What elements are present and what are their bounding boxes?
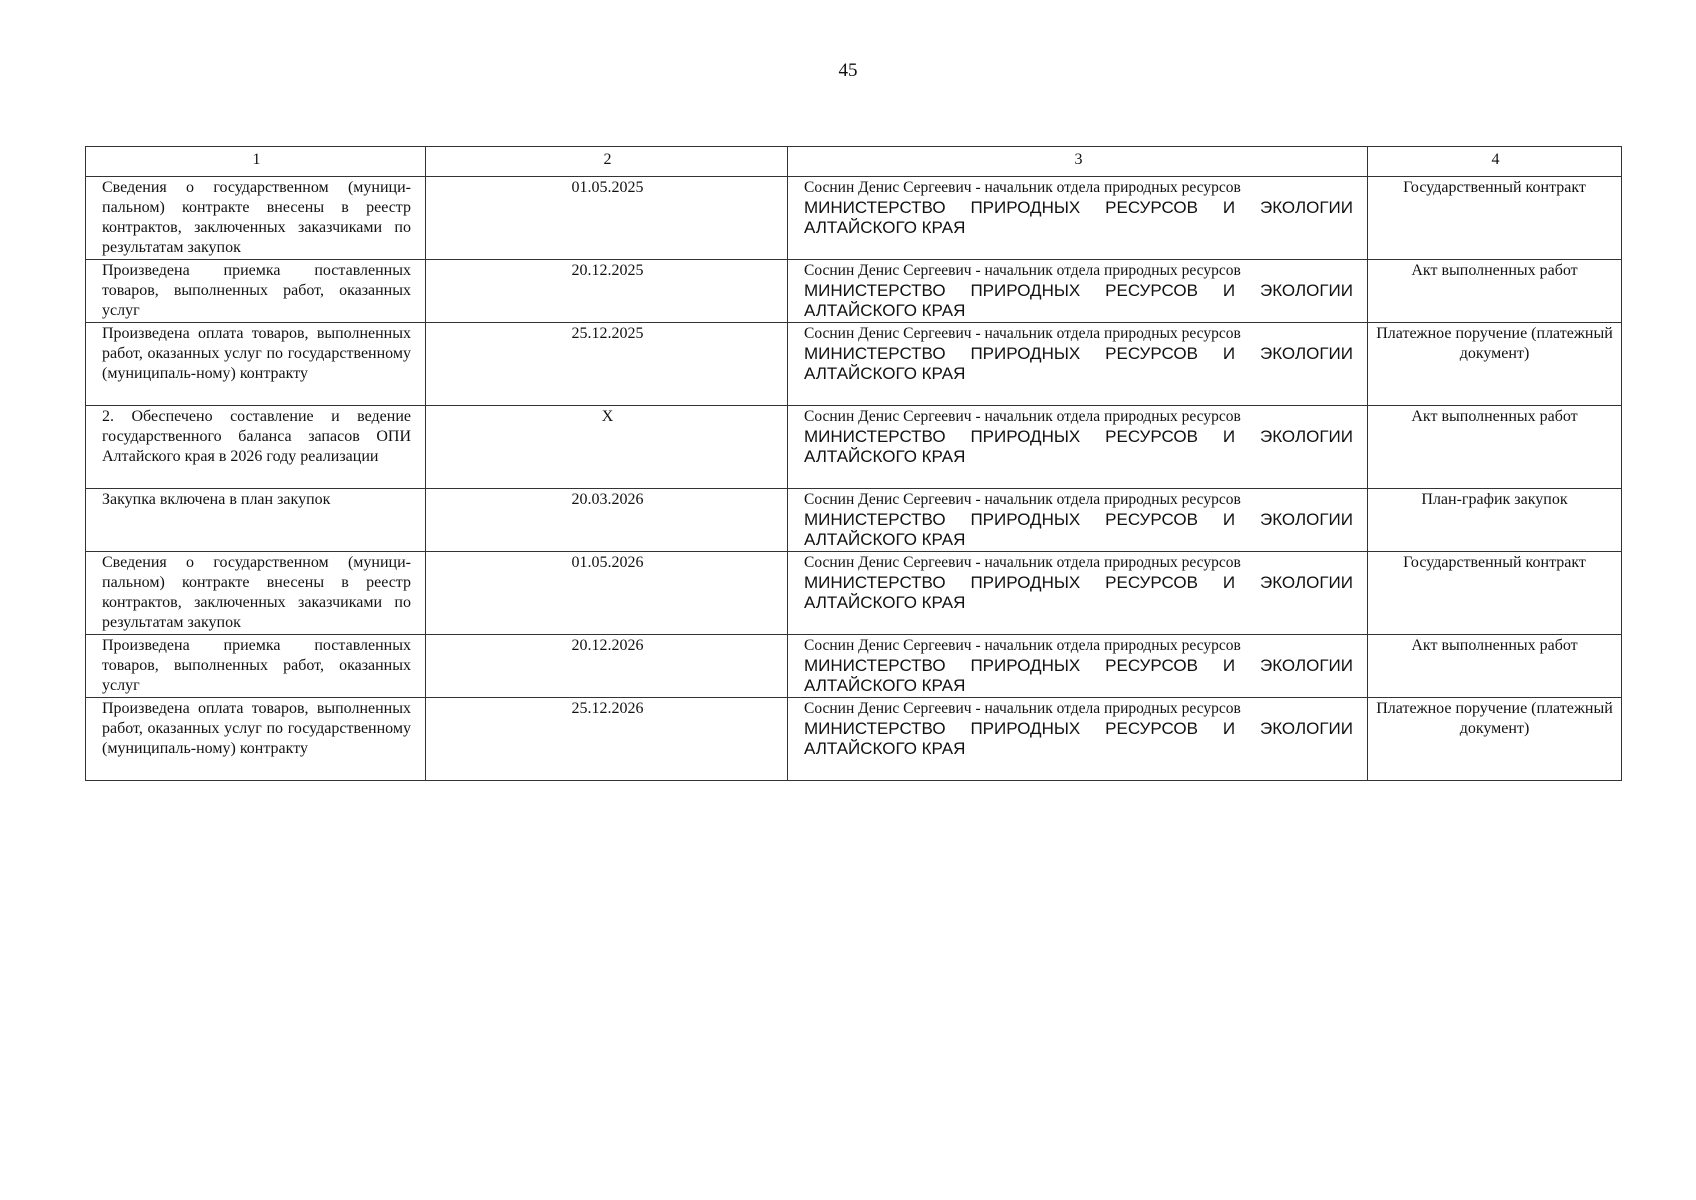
column-header-4: 4 [1368,147,1622,177]
date-cell: 01.05.2026 [426,552,788,635]
responsible-person: Соснин Денис Сергеевич - начальник отдела природных ресурсов [804,408,1241,425]
table-row [86,635,1622,698]
event-cell: Произведена оплата товаров, выполненных работ, оказанных услуг по государственному (муниципаль-ному) контракту [86,698,426,781]
responsible-person: Соснин Денис Сергеевич - начальник отдела природных ресурсов [804,491,1241,508]
date-cell: 20.12.2026 [426,635,788,698]
date-cell: 25.12.2025 [426,323,788,406]
plan-table [85,146,1622,781]
event-cell: Произведена приемка поставленных товаров, выполненных работ, оказанных услуг [86,260,426,323]
responsible-person: Соснин Денис Сергеевич - начальник отдела природных ресурсов [804,700,1241,717]
column-header-3: 3 [788,147,1368,177]
page-number: 45 [838,60,858,81]
responsible-org: МИНИСТЕРСТВО ПРИРОДНЫХ РЕСУРСОВ И ЭКОЛОГИИ АЛТАЙСКОГО КРАЯ [804,198,1353,237]
date-cell: 01.05.2025 [426,177,788,260]
responsible-cell [788,260,1368,323]
result-cell: План-график закупок [1368,489,1622,552]
responsible-cell [788,552,1368,635]
date-cell: 20.03.2026 [426,489,788,552]
result-cell: Акт выполненных работ [1368,260,1622,323]
table-row [86,260,1622,323]
result-cell: Платежное поручение (платежный документ) [1368,698,1622,781]
table-row [86,552,1622,635]
responsible-person: Соснин Денис Сергеевич - начальник отдела природных ресурсов [804,179,1241,196]
header-row [86,147,1622,177]
event-cell: Сведения о государственном (муници-пальном) контракте внесены в реестр контрактов, заключенных заказчиками по результатам закупок [86,552,426,635]
responsible-cell [788,406,1368,489]
table-row [86,406,1622,489]
result-cell: Государственный контракт [1368,552,1622,635]
table-row [86,489,1622,552]
date-cell: 20.12.2025 [426,260,788,323]
responsible-person: Соснин Денис Сергеевич - начальник отдела природных ресурсов [804,554,1241,571]
responsible-person: Соснин Денис Сергеевич - начальник отдела природных ресурсов [804,325,1241,342]
responsible-org: МИНИСТЕРСТВО ПРИРОДНЫХ РЕСУРСОВ И ЭКОЛОГИИ АЛТАЙСКОГО КРАЯ [804,573,1353,612]
responsible-cell [788,698,1368,781]
date-cell: 25.12.2026 [426,698,788,781]
responsible-person: Соснин Денис Сергеевич - начальник отдела природных ресурсов [804,262,1241,279]
event-cell: Произведена оплата товаров, выполненных работ, оказанных услуг по государственному (муниципаль-ному) контракту [86,323,426,406]
result-cell: Платежное поручение (платежный документ) [1368,323,1622,406]
responsible-cell [788,177,1368,260]
responsible-org: МИНИСТЕРСТВО ПРИРОДНЫХ РЕСУРСОВ И ЭКОЛОГИИ АЛТАЙСКОГО КРАЯ [804,510,1353,549]
table-row [86,177,1622,260]
event-cell: Произведена приемка поставленных товаров, выполненных работ, оказанных услуг [86,635,426,698]
column-header-1: 1 [86,147,426,177]
date-cell: X [426,406,788,489]
responsible-org: МИНИСТЕРСТВО ПРИРОДНЫХ РЕСУРСОВ И ЭКОЛОГИИ АЛТАЙСКОГО КРАЯ [804,656,1353,695]
column-header-2: 2 [426,147,788,177]
responsible-org: МИНИСТЕРСТВО ПРИРОДНЫХ РЕСУРСОВ И ЭКОЛОГИИ АЛТАЙСКОГО КРАЯ [804,427,1353,466]
event-cell: 2. Обеспечено составление и ведение государственного баланса запасов ОПИ Алтайского края в 2026 году реализации [86,406,426,489]
table-row [86,323,1622,406]
event-cell: Сведения о государственном (муници-пальном) контракте внесены в реестр контрактов, заключенных заказчиками по результатам закупок [86,177,426,260]
responsible-cell [788,323,1368,406]
responsible-org: МИНИСТЕРСТВО ПРИРОДНЫХ РЕСУРСОВ И ЭКОЛОГИИ АЛТАЙСКОГО КРАЯ [804,344,1353,383]
result-cell: Государственный контракт [1368,177,1622,260]
responsible-cell [788,635,1368,698]
table-row [86,698,1622,781]
responsible-org: МИНИСТЕРСТВО ПРИРОДНЫХ РЕСУРСОВ И ЭКОЛОГИИ АЛТАЙСКОГО КРАЯ [804,281,1353,320]
result-cell: Акт выполненных работ [1368,635,1622,698]
responsible-org: МИНИСТЕРСТВО ПРИРОДНЫХ РЕСУРСОВ И ЭКОЛОГИИ АЛТАЙСКОГО КРАЯ [804,719,1353,758]
result-cell: Акт выполненных работ [1368,406,1622,489]
responsible-person: Соснин Денис Сергеевич - начальник отдела природных ресурсов [804,637,1241,654]
responsible-cell [788,489,1368,552]
event-cell: Закупка включена в план закупок [86,489,426,552]
